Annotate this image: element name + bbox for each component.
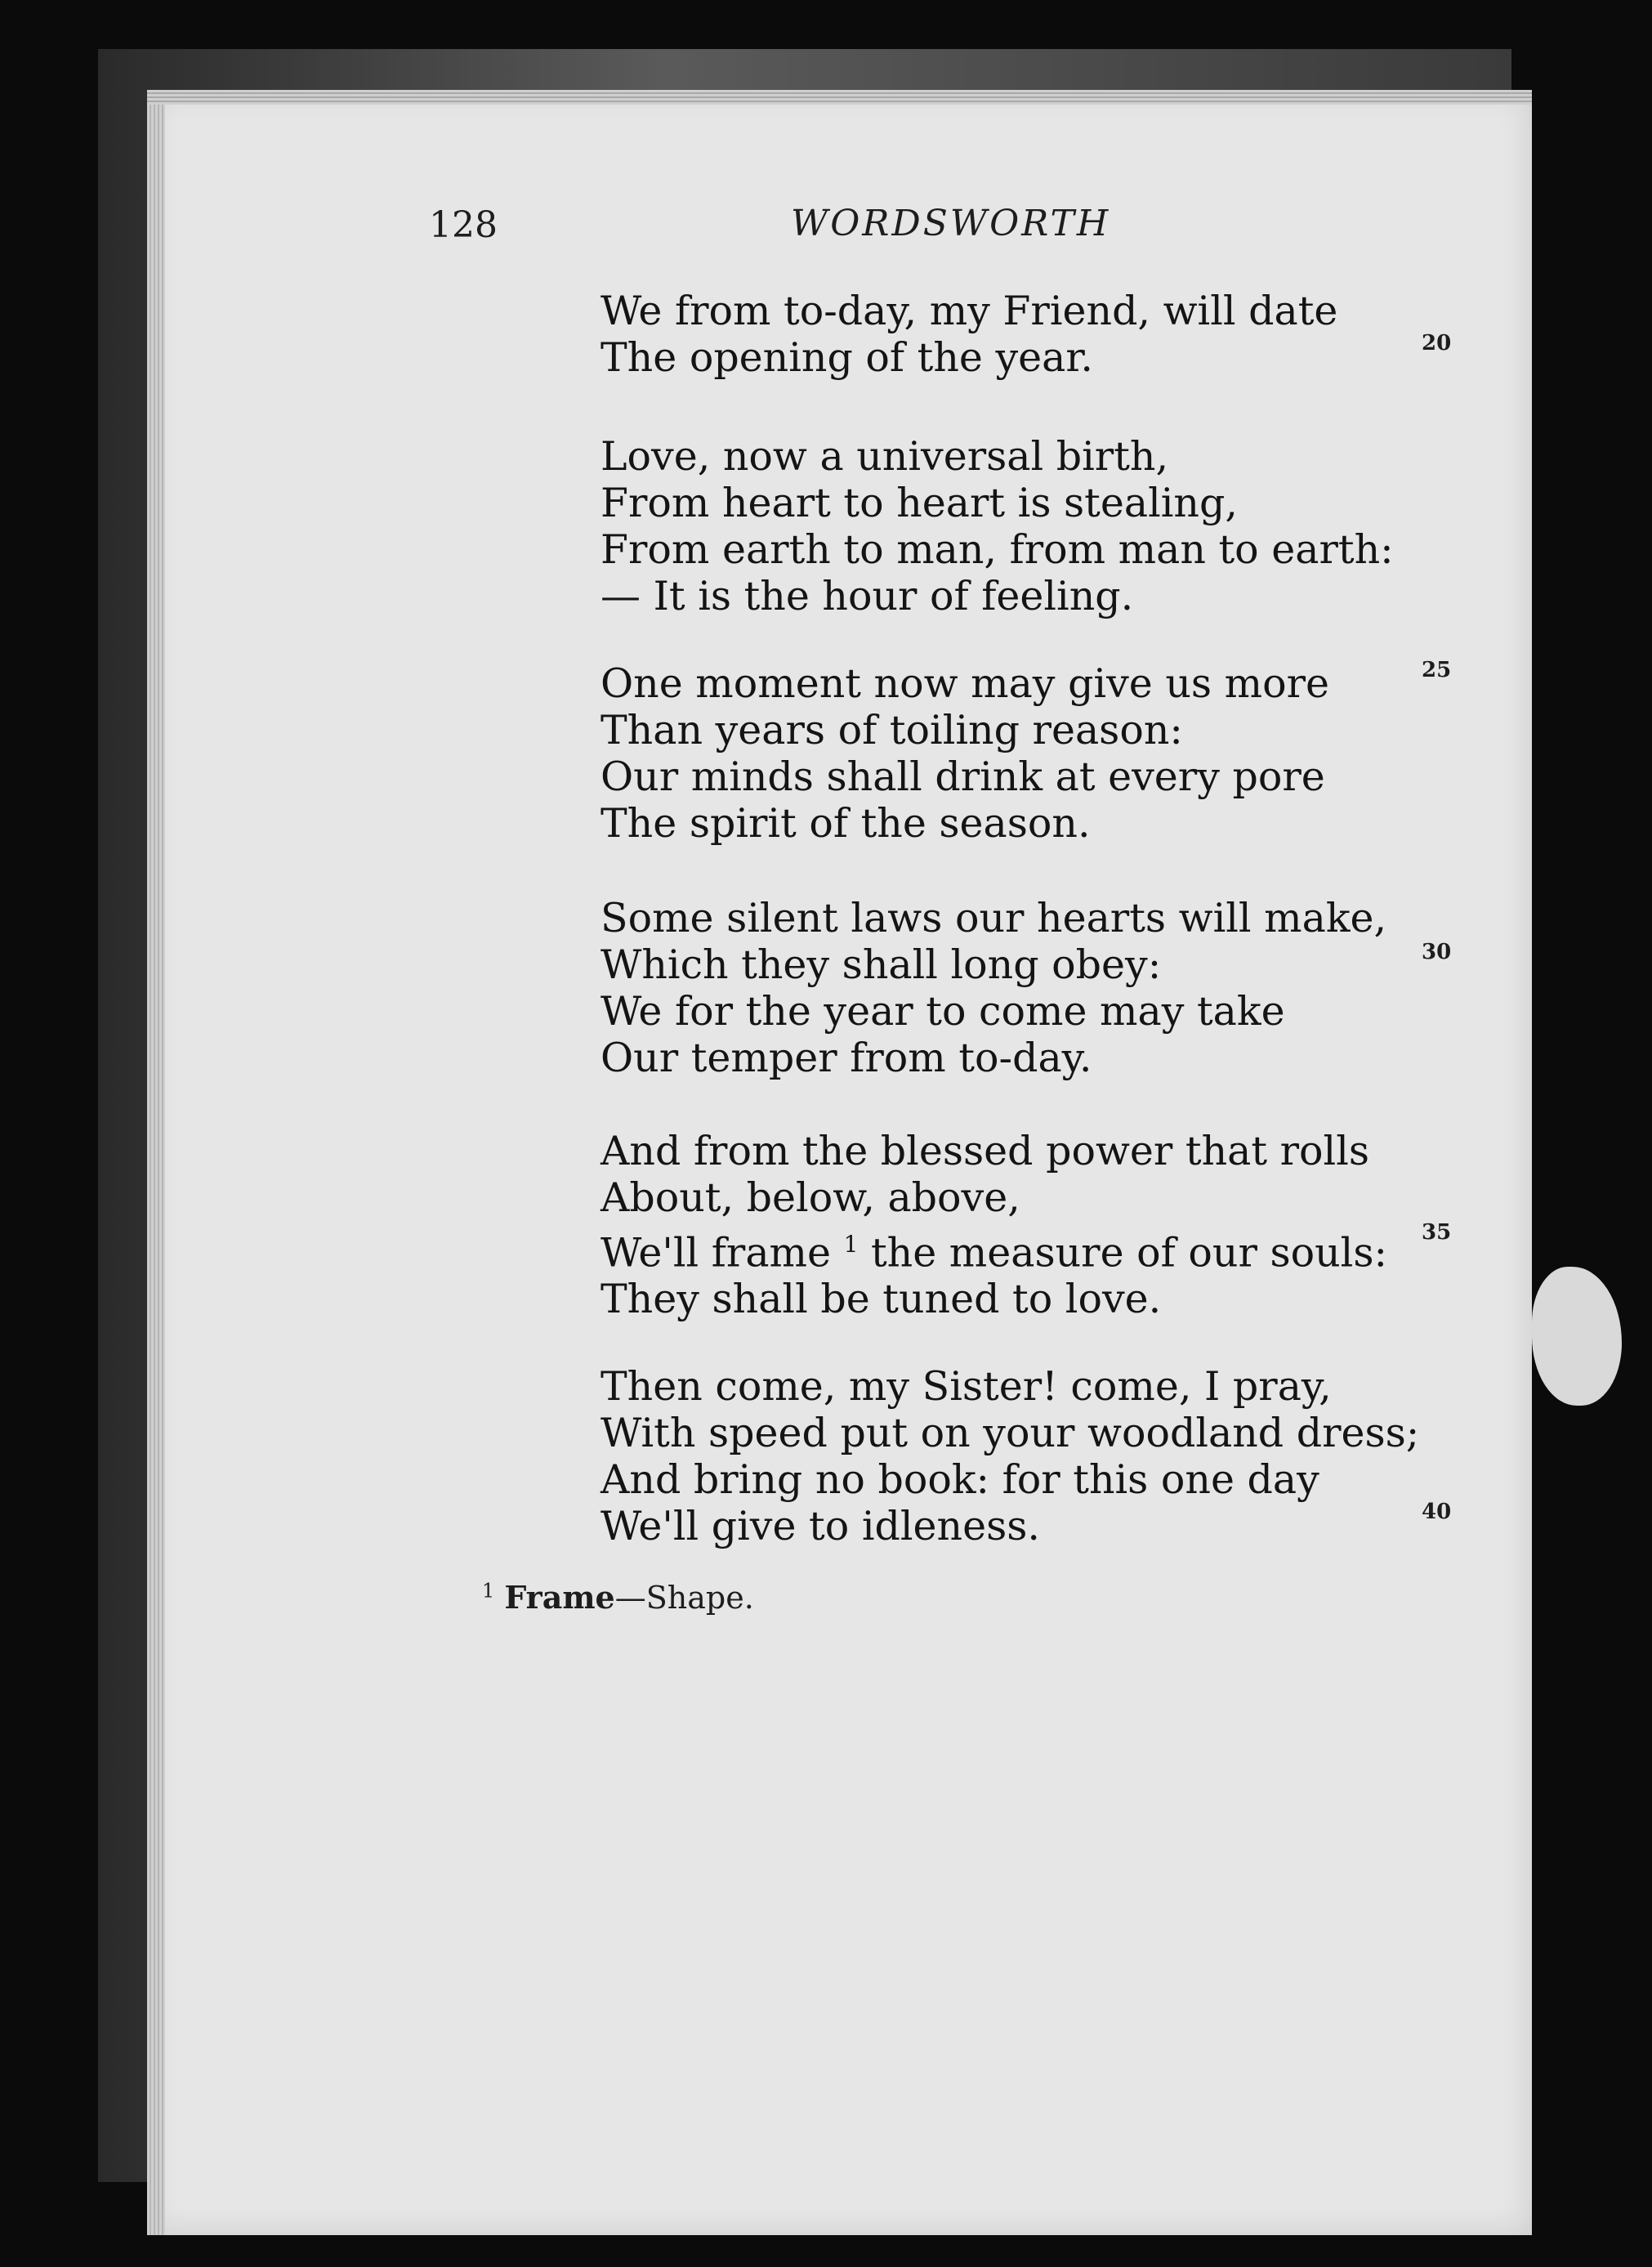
poem-line: From earth to man, from man to earth: — [601, 526, 1394, 573]
stanza-4 — [601, 895, 1386, 1081]
poem-line: They shall be tuned to love. — [601, 1276, 1162, 1323]
page-stack-edge — [147, 90, 165, 2235]
footnote-marker: 1 — [843, 1231, 859, 1258]
poem-line: One moment now may give us more — [601, 660, 1330, 707]
line-number: 40 — [1422, 1500, 1452, 1524]
stanza-5 — [601, 1128, 1387, 1322]
poem-line: We'll give to idleness. — [601, 1503, 1040, 1549]
poem-line: The opening of the year. — [601, 334, 1093, 381]
page-number: 128 — [429, 204, 498, 246]
line-number: 30 — [1422, 940, 1452, 964]
poem-line: Then come, my Sister! come, I pray, — [601, 1363, 1332, 1410]
poem-line: We from to-day, my Friend, will date — [601, 288, 1338, 334]
line-number: 25 — [1422, 658, 1452, 682]
stanza-6 — [601, 1363, 1419, 1549]
poem-line: Than years of toiling reason: — [601, 707, 1183, 753]
poem-line: Our temper from to-day. — [601, 1035, 1092, 1081]
running-head: WORDSWORTH — [791, 203, 1111, 244]
line-number: 20 — [1422, 331, 1452, 355]
torn-corner — [1532, 1267, 1622, 1406]
stanza-3 — [601, 660, 1329, 847]
poem-line: We for the year to come may take — [601, 988, 1285, 1035]
poem-line: And bring no book: for this one day — [601, 1456, 1319, 1503]
page-top-edge — [147, 90, 1532, 105]
poem-line: Love, now a universal birth, — [601, 433, 1169, 480]
footnote-term: Frame — [504, 1579, 615, 1616]
poem-line-with-footnote — [601, 1221, 1387, 1276]
poem-line: About, below, above, — [601, 1174, 1020, 1221]
poem-line-start: We'll frame — [601, 1229, 831, 1277]
footnote — [482, 1579, 754, 1616]
footnote-definition: —Shape. — [614, 1580, 754, 1616]
poem-line: And from the blessed power that rolls — [601, 1128, 1370, 1174]
poem-line: — It is the hour of feeling. — [601, 573, 1134, 619]
poem-line: From heart to heart is stealing, — [601, 480, 1238, 526]
poem-line: Some silent laws our hearts will make, — [601, 895, 1387, 941]
poem-line: Which they shall long obey: — [601, 941, 1162, 988]
poem-line: Our minds shall drink at every pore — [601, 753, 1325, 800]
line-number: 35 — [1422, 1220, 1452, 1245]
footnote-number: 1 — [482, 1579, 495, 1603]
stanza-1 — [601, 288, 1337, 381]
poem-line-end: the measure of our souls: — [858, 1229, 1387, 1277]
poem-line: The spirit of the season. — [601, 800, 1091, 847]
stanza-2 — [601, 433, 1394, 619]
poem-line: With speed put on your woodland dress; — [601, 1410, 1420, 1456]
